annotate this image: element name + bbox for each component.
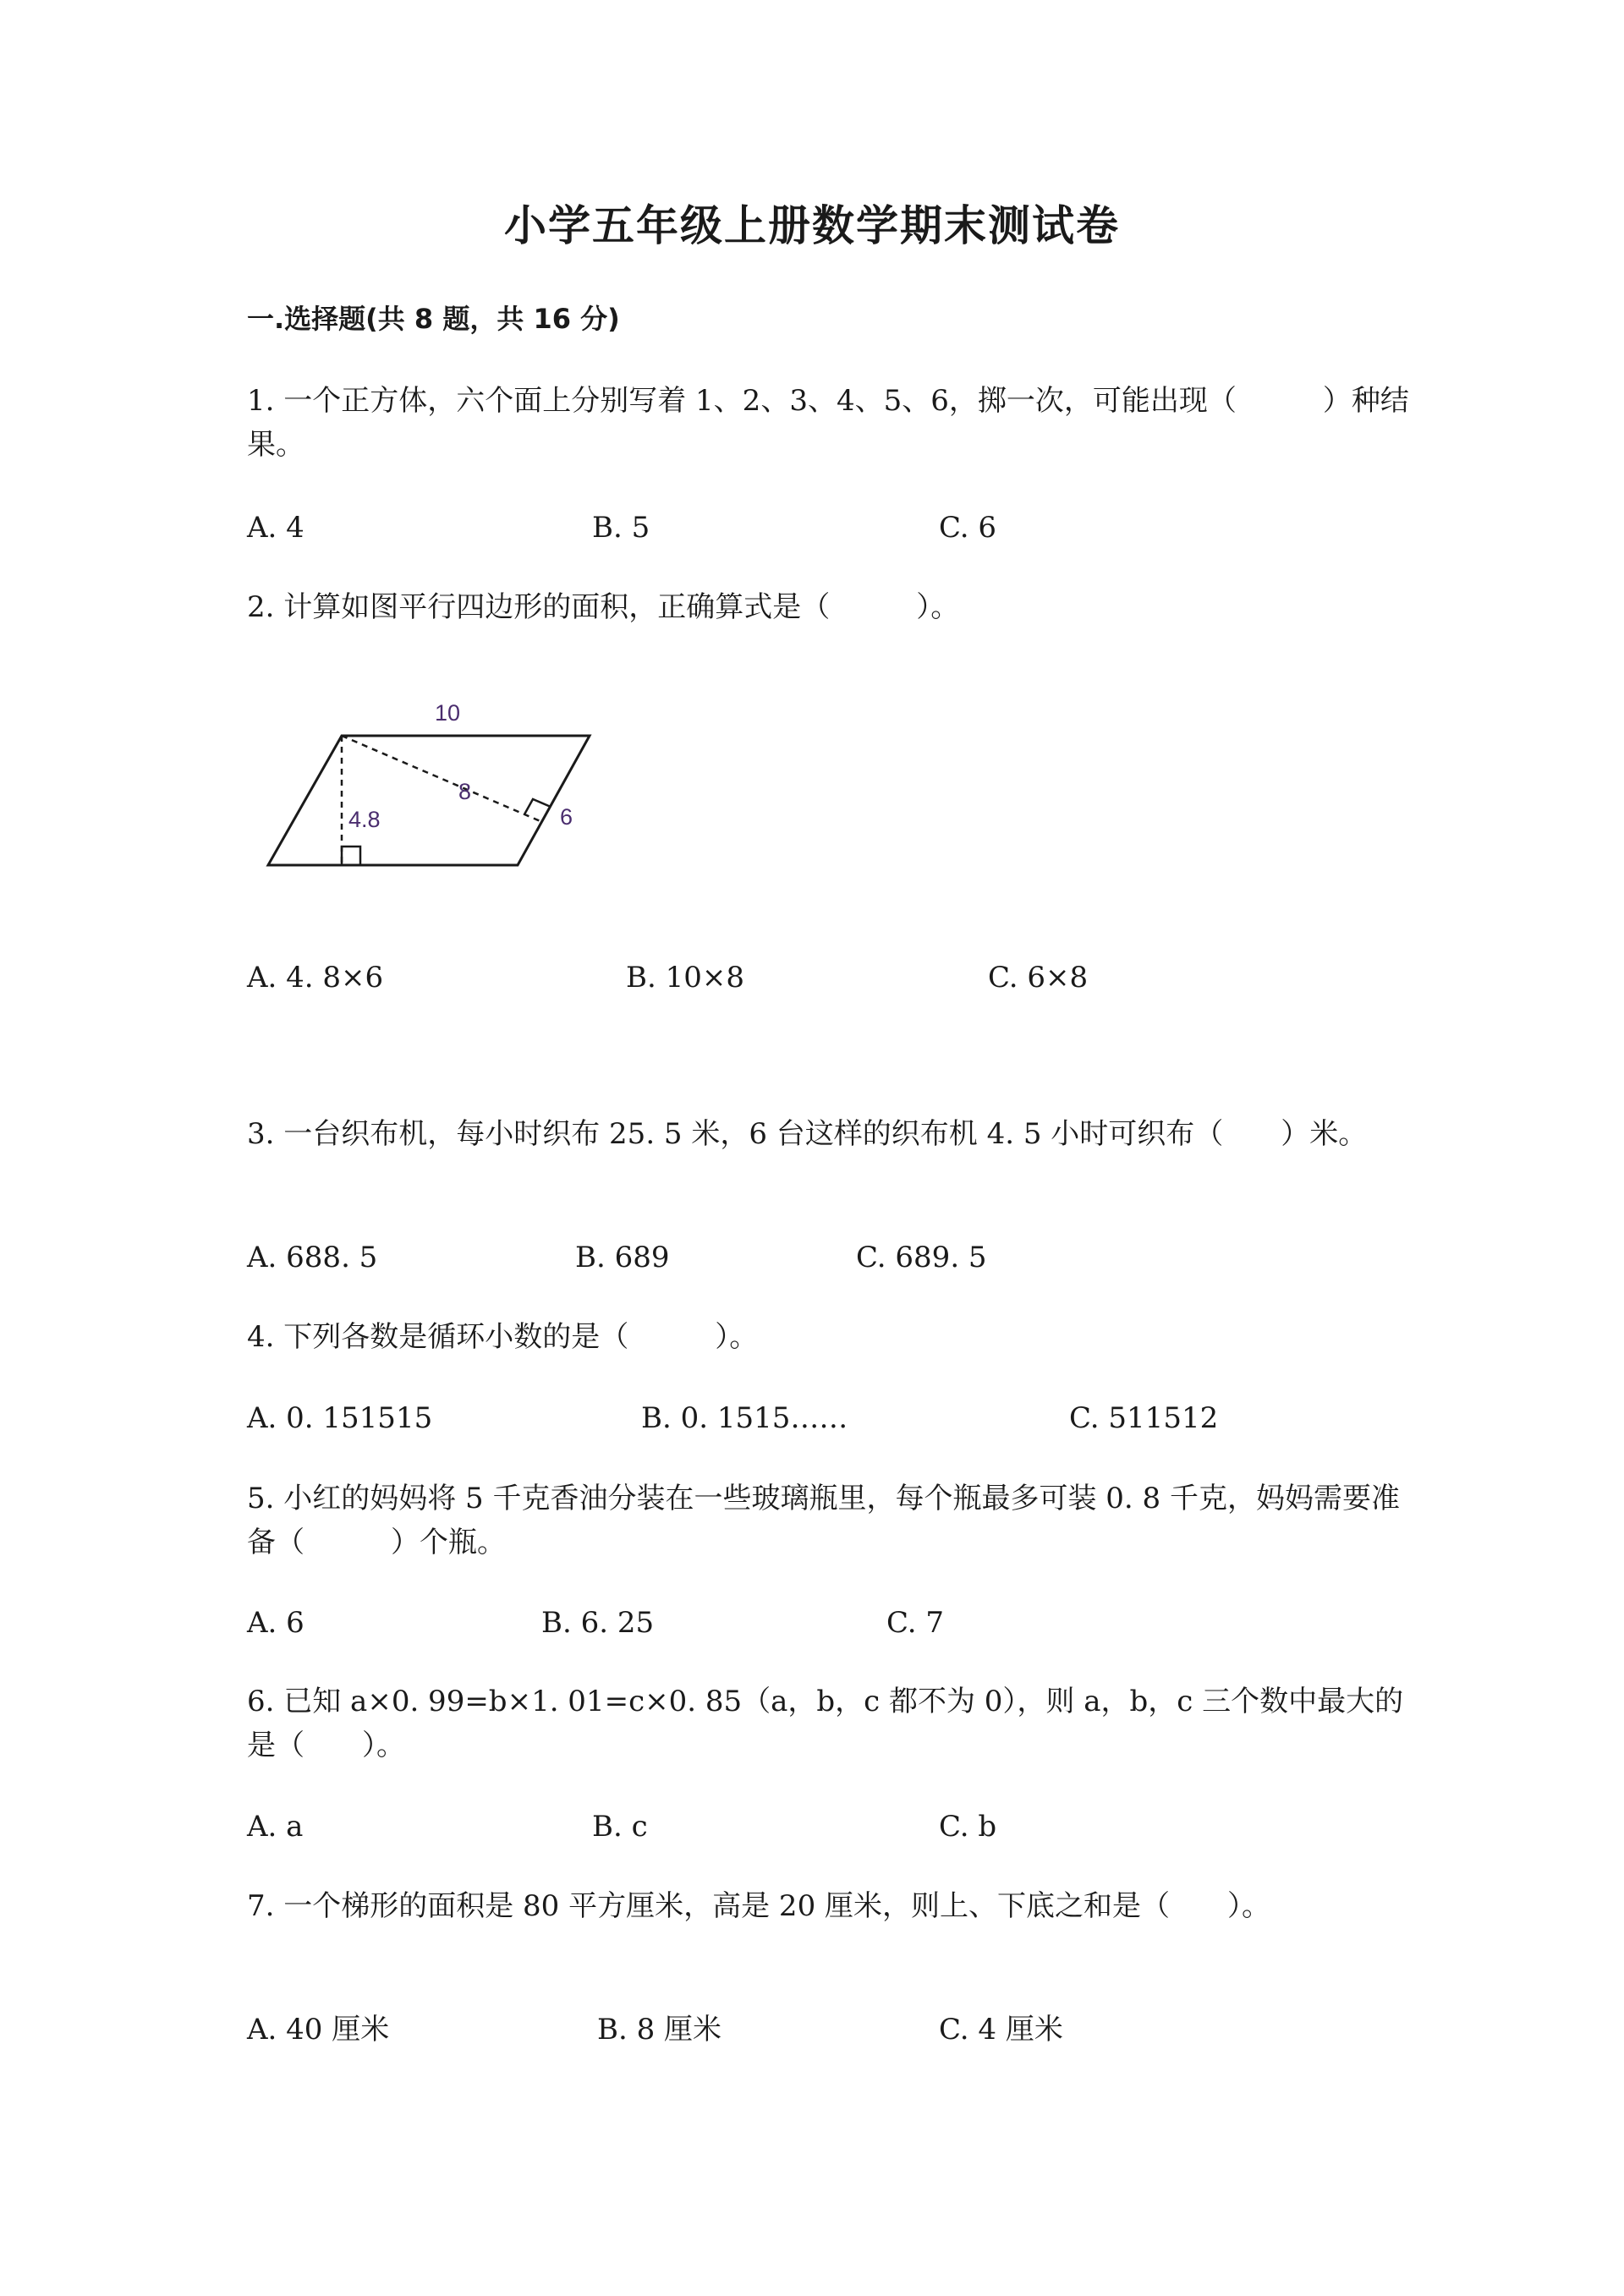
option-6c[interactable]: C. b: [939, 1810, 997, 1844]
option-2a[interactable]: A. 4. 8×6: [247, 961, 384, 995]
option-4a[interactable]: A. 0. 151515: [247, 1401, 433, 1435]
question-3: 3. 一台织布机，每小时织布 25. 5 米，6 台这样的织布机 4. 5 小时可织布（ ）米。: [247, 1117, 1368, 1151]
option-7b[interactable]: B. 8 厘米: [597, 2013, 722, 2047]
option-2b[interactable]: B. 10×8: [626, 961, 744, 995]
option-3a[interactable]: A. 688. 5: [247, 1241, 378, 1274]
option-7c[interactable]: C. 4 厘米: [939, 2013, 1063, 2047]
option-2c[interactable]: C. 6×8: [988, 961, 1089, 995]
option-6a[interactable]: A. a: [247, 1810, 304, 1844]
question-5: 5. 小红的妈妈将 5 千克香油分装在一些玻璃瓶里，每个瓶最多可装 0. 8 千克，妈妈需要准备（ ）个瓶。: [247, 1482, 1400, 1559]
option-1b[interactable]: B. 5: [592, 511, 650, 545]
option-4b[interactable]: B. 0. 1515……: [641, 1401, 848, 1435]
option-5c[interactable]: C. 7: [886, 1606, 945, 1640]
option-7a[interactable]: A. 40 厘米: [247, 2013, 390, 2047]
option-5a[interactable]: A. 6: [247, 1606, 304, 1640]
label-top: 10: [435, 700, 461, 726]
question-1: 1. 一个正方体，六个面上分别写着 1、2、3、4、5、6，掷一次，可能出现（ ）种结果。: [247, 384, 1409, 462]
option-6b[interactable]: B. c: [592, 1810, 648, 1844]
section-heading: 一.选择题(共 8 题，共 16 分): [247, 303, 620, 335]
option-3c[interactable]: C. 689. 5: [856, 1241, 987, 1274]
parallelogram-shape: [268, 736, 590, 865]
option-1c[interactable]: C. 6: [939, 511, 997, 545]
question-6: 6. 已知 a×0. 99=b×1. 01=c×0. 85（a，b，c 都不为 0），则 a，b，c 三个数中最大的是（ ）。: [247, 1685, 1404, 1762]
option-3b[interactable]: B. 689: [575, 1241, 670, 1274]
option-1a[interactable]: A. 4: [247, 511, 304, 545]
option-5b[interactable]: B. 6. 25: [541, 1606, 655, 1640]
label-diagonal-height: 8: [458, 779, 472, 804]
parallelogram-figure: [247, 685, 602, 879]
label-height: 4.8: [348, 807, 381, 832]
page-title: 小学五年级上册数学期末测试卷: [504, 201, 1120, 250]
question-4: 4. 下列各数是循环小数的是（ ）。: [247, 1320, 759, 1354]
label-side: 6: [560, 804, 573, 830]
question-2: 2. 计算如图平行四边形的面积，正确算式是（ ）。: [247, 590, 960, 624]
question-7: 7. 一个梯形的面积是 80 平方厘米，高是 20 厘米，则上、下底之和是（ ）。: [247, 1889, 1271, 1923]
right-angle-marker-base: [342, 847, 360, 865]
option-4c[interactable]: C. 511512: [1069, 1401, 1219, 1435]
